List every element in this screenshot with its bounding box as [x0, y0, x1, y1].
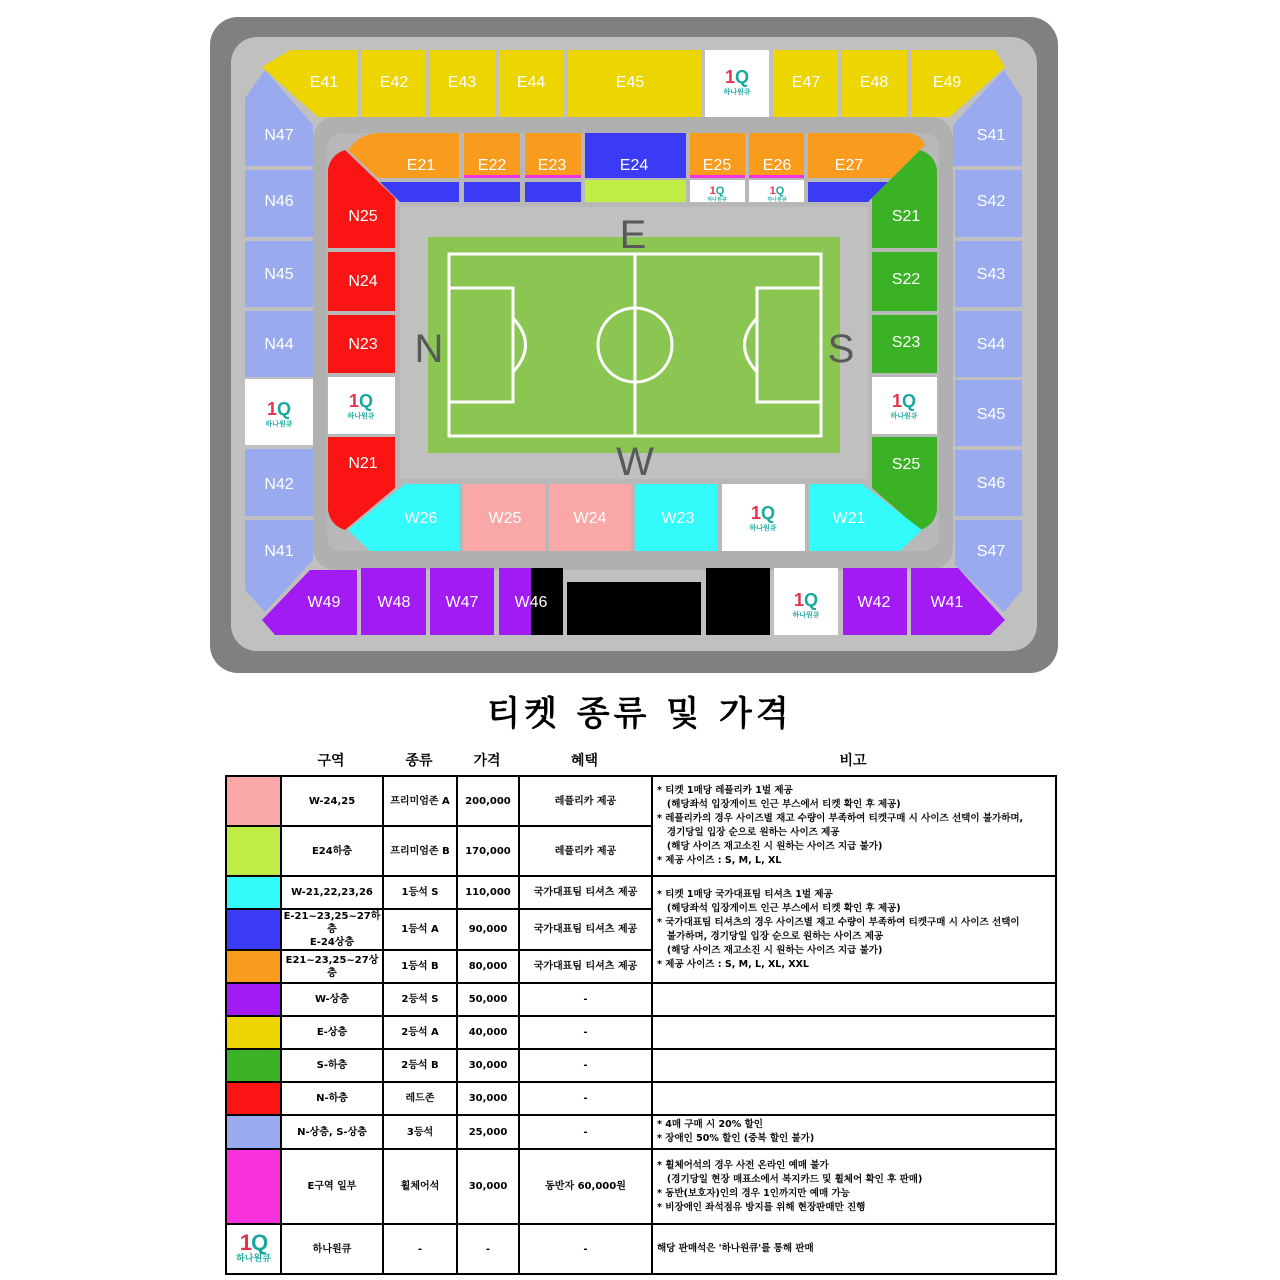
- label-E27: E27: [834, 157, 864, 174]
- zone-cell: E24하층: [281, 826, 383, 876]
- label-N24: N24: [348, 273, 378, 290]
- benefit-cell: 국가대표팀 티셔츠 제공: [519, 909, 652, 950]
- hana-logo-mark: 1Q: [266, 399, 292, 419]
- benefit-cell: -: [519, 1115, 652, 1149]
- note-cell: [652, 1115, 1056, 1149]
- hana-logo-text: 하나원큐: [707, 197, 727, 203]
- label-W24: W24: [573, 510, 607, 527]
- label-E44: E44: [516, 74, 546, 91]
- wheelchair-strip: [464, 175, 520, 178]
- benefit-cell: -: [519, 1082, 652, 1115]
- label-N21: N21: [348, 455, 378, 472]
- type-cell: 휠체어석: [383, 1149, 457, 1224]
- note-cell: [652, 1149, 1056, 1224]
- color-swatch: [226, 909, 281, 950]
- type-cell: 2등석 S: [383, 983, 457, 1016]
- zone-cell: E-21~23,25~27하층 E-24상층: [281, 909, 383, 950]
- label-W25: W25: [488, 510, 522, 527]
- price-cell: 170,000: [457, 826, 519, 876]
- label-N41: N41: [264, 543, 294, 560]
- price-cell: 40,000: [457, 1016, 519, 1049]
- table-row: [226, 1049, 1056, 1082]
- note-text: * 티켓 1매당 국가대표팀 티셔츠 1벌 제공 (해당좌석 입장게이트 인근 부스에서 티켓 확인 후 제공) * 국가대표팀 티셔츠의 경우 사이즈별 재고 수량이 부족하여 티켓구매 시 사이즈 선택이 불가하며, 경기당일 입장 순으로 원하는 사이즈 제공 (해당 사이즈 재고소진 시 원하는 사이즈 지급 불가) * 제공 사이즈 : S, M, L, XL, XXL: [657, 888, 1020, 970]
- compass-south: S: [827, 327, 855, 371]
- label-S23: S23: [891, 334, 921, 351]
- type-cell: 3등석: [383, 1115, 457, 1149]
- price-cell: 110,000: [457, 876, 519, 909]
- label-W41: W41: [930, 594, 964, 611]
- hana-logo-text: 하나원큐: [792, 612, 820, 619]
- price-table: [225, 775, 1057, 1275]
- zone-cell: W-상층: [281, 983, 383, 1016]
- price-cell: 200,000: [457, 776, 519, 826]
- table-row: [226, 776, 1056, 826]
- benefit-cell: -: [519, 983, 652, 1016]
- hana-logo-text: 하나원큐: [236, 1254, 271, 1265]
- label-W26: W26: [404, 510, 438, 527]
- hana-logo-text: 하나원큐: [749, 525, 777, 532]
- label-S21: S21: [891, 208, 921, 225]
- hana-logo-text: 하나원큐: [265, 421, 293, 428]
- label-W23: W23: [661, 510, 695, 527]
- hana-logo-swatch: [226, 1224, 281, 1274]
- label-W42: W42: [857, 594, 891, 611]
- note-cell: [652, 776, 1056, 876]
- label-E26: E26: [762, 157, 792, 174]
- price-cell: -: [457, 1224, 519, 1274]
- label-E22: E22: [477, 157, 507, 174]
- type-cell: 1등석 A: [383, 909, 457, 950]
- type-cell: 2등석 A: [383, 1016, 457, 1049]
- benefit-cell: -: [519, 1224, 652, 1274]
- label-E21: E21: [406, 157, 436, 174]
- type-cell: 프리미엄존 B: [383, 826, 457, 876]
- label-E42: E42: [379, 74, 409, 91]
- label-E47: E47: [791, 74, 821, 91]
- note-cell: [652, 1224, 1056, 1274]
- wheelchair-strip: [690, 175, 745, 178]
- label-E41: E41: [309, 74, 339, 91]
- color-swatch: [226, 1016, 281, 1049]
- label-N23: N23: [348, 336, 378, 353]
- label-E25: E25: [702, 157, 732, 174]
- header-type: 종류: [405, 753, 433, 769]
- note-cell: [652, 1016, 1056, 1049]
- label-S22: S22: [891, 271, 921, 288]
- e-lower-blue: [464, 182, 520, 202]
- zone-cell: N-하층: [281, 1082, 383, 1115]
- label-S47: S47: [976, 543, 1006, 560]
- benefit-cell: 동반자 60,000원: [519, 1149, 652, 1224]
- price-cell: 80,000: [457, 950, 519, 983]
- restricted-block: [567, 582, 701, 635]
- color-swatch: [226, 826, 281, 876]
- label-S25: S25: [891, 456, 921, 473]
- label-E45: E45: [615, 74, 645, 91]
- label-N42: N42: [264, 476, 294, 493]
- hana-logo-mark: 1Q: [724, 67, 750, 87]
- label-E24: E24: [619, 157, 649, 174]
- hana-logo-mark: 1Q: [793, 590, 819, 610]
- price-cell: 90,000: [457, 909, 519, 950]
- type-cell: 1등석 S: [383, 876, 457, 909]
- zone-cell: 하나원큐: [281, 1224, 383, 1274]
- type-cell: 프리미엄존 A: [383, 776, 457, 826]
- label-N25: N25: [348, 208, 378, 225]
- hana-logo-mark: 1Q: [891, 391, 917, 411]
- header-price: 가격: [473, 753, 501, 769]
- zone-cell: E구역 일부: [281, 1149, 383, 1224]
- hana-logo-mark: 1Q: [750, 503, 776, 523]
- wheelchair-strip: [525, 175, 581, 178]
- table-row: [226, 876, 1056, 909]
- label-N45: N45: [264, 266, 294, 283]
- header-zone: 구역: [317, 753, 345, 769]
- label-E48: E48: [859, 74, 889, 91]
- hana-logo-text: 하나원큐: [767, 197, 787, 203]
- note-cell: [652, 983, 1056, 1016]
- section-E24-lower[interactable]: [585, 180, 686, 202]
- zone-cell: W-24,25: [281, 776, 383, 826]
- color-swatch: [226, 1049, 281, 1082]
- color-swatch: [226, 876, 281, 909]
- zone-cell: S-하층: [281, 1049, 383, 1082]
- table-row: [226, 1224, 1056, 1274]
- type-cell: -: [383, 1224, 457, 1274]
- zone-cell: W-21,22,23,26: [281, 876, 383, 909]
- color-swatch: [226, 1082, 281, 1115]
- label-W46: W46: [514, 594, 548, 611]
- color-swatch: [226, 1149, 281, 1224]
- label-S46: S46: [976, 475, 1006, 492]
- label-S44: S44: [976, 336, 1006, 353]
- table-row: [226, 1082, 1056, 1115]
- price-cell: 25,000: [457, 1115, 519, 1149]
- price-cell: 30,000: [457, 1049, 519, 1082]
- hana-logo-mark: 1Q: [239, 1230, 268, 1256]
- hana-logo-text: 하나원큐: [723, 89, 751, 96]
- label-W21: W21: [832, 510, 866, 527]
- label-E23: E23: [537, 157, 567, 174]
- color-swatch: [226, 776, 281, 826]
- note-text: * 4매 구매 시 20% 할인 * 장애인 50% 할인 (중복 할인 불가): [657, 1119, 815, 1144]
- benefit-cell: -: [519, 1049, 652, 1082]
- price-cell: 50,000: [457, 983, 519, 1016]
- label-S42: S42: [976, 193, 1006, 210]
- table-row: [226, 983, 1056, 1016]
- label-W49: W49: [307, 594, 341, 611]
- note-text: 해당 판매석은 '하나원큐'를 통해 판매: [657, 1243, 814, 1254]
- label-S41: S41: [976, 127, 1006, 144]
- header-benefit: 혜택: [570, 753, 599, 769]
- hana-logo-mark: 1Q: [348, 391, 374, 411]
- note-cell: [652, 1049, 1056, 1082]
- label-E43: E43: [447, 74, 477, 91]
- note-cell: [652, 1082, 1056, 1115]
- header-note: 비고: [839, 753, 867, 769]
- benefit-cell: -: [519, 1016, 652, 1049]
- zone-cell: E-상층: [281, 1016, 383, 1049]
- label-N44: N44: [264, 336, 294, 353]
- note-text: * 휠체어석의 경우 사전 온라인 예매 불가 (경기당일 현장 매표소에서 복지카드 및 휠체어 확인 후 판매) * 동반(보호자)인의 경우 1인까지만 예매 가능 * 비장애인 좌석점유 방지를 위해 현장판매만 진행: [657, 1159, 923, 1213]
- label-N46: N46: [264, 193, 294, 210]
- restricted-block: [706, 568, 770, 635]
- compass-north: N: [414, 327, 444, 371]
- benefit-cell: 레플리카 제공: [519, 826, 652, 876]
- type-cell: 2등석 B: [383, 1049, 457, 1082]
- label-W48: W48: [377, 594, 411, 611]
- hana-logo-text: 하나원큐: [890, 413, 918, 420]
- price-cell: 30,000: [457, 1082, 519, 1115]
- table-row: [226, 1149, 1056, 1224]
- table-row: [226, 1115, 1056, 1149]
- e-lower-blue: [525, 182, 581, 202]
- compass-east: E: [619, 213, 647, 257]
- type-cell: 1등석 B: [383, 950, 457, 983]
- label-E49: E49: [932, 74, 962, 91]
- hana-logo-text: 하나원큐: [347, 413, 375, 420]
- type-cell: 레드존: [383, 1082, 457, 1115]
- benefit-cell: 레플리카 제공: [519, 776, 652, 826]
- zone-cell: E21~23,25~27상층: [281, 950, 383, 983]
- color-swatch: [226, 1115, 281, 1149]
- label-S45: S45: [976, 406, 1006, 423]
- benefit-cell: 국가대표팀 티셔츠 제공: [519, 876, 652, 909]
- note-cell: [652, 876, 1056, 983]
- color-swatch: [226, 950, 281, 983]
- hana-logo-mark: 1Q: [769, 185, 785, 197]
- color-swatch: [226, 983, 281, 1016]
- hana-logo-mark: 1Q: [709, 185, 725, 197]
- note-text: * 티켓 1매당 레플리카 1벌 제공 (해당좌석 입장게이트 인근 부스에서 티켓 확인 후 제공) * 레플리카의 경우 사이즈별 재고 수량이 부족하여 티켓구매 시 사이즈 선택이 불가하며, 경기당일 입장 순으로 원하는 사이즈 제공 (해당 사이즈 재고소진 시 원하는 사이즈 지급 불가) * 제공 사이즈 : S, M, L, XL: [657, 785, 1024, 866]
- label-S43: S43: [976, 266, 1006, 283]
- benefit-cell: 국가대표팀 티셔츠 제공: [519, 950, 652, 983]
- price-cell: 30,000: [457, 1149, 519, 1224]
- compass-west: W: [616, 440, 654, 484]
- label-W47: W47: [445, 594, 479, 611]
- label-N47: N47: [264, 127, 294, 144]
- page-title: 티켓 종류 및 가격: [487, 694, 793, 734]
- table-row: [226, 1016, 1056, 1049]
- wheelchair-strip: [749, 175, 804, 178]
- zone-cell: N-상층, S-상층: [281, 1115, 383, 1149]
